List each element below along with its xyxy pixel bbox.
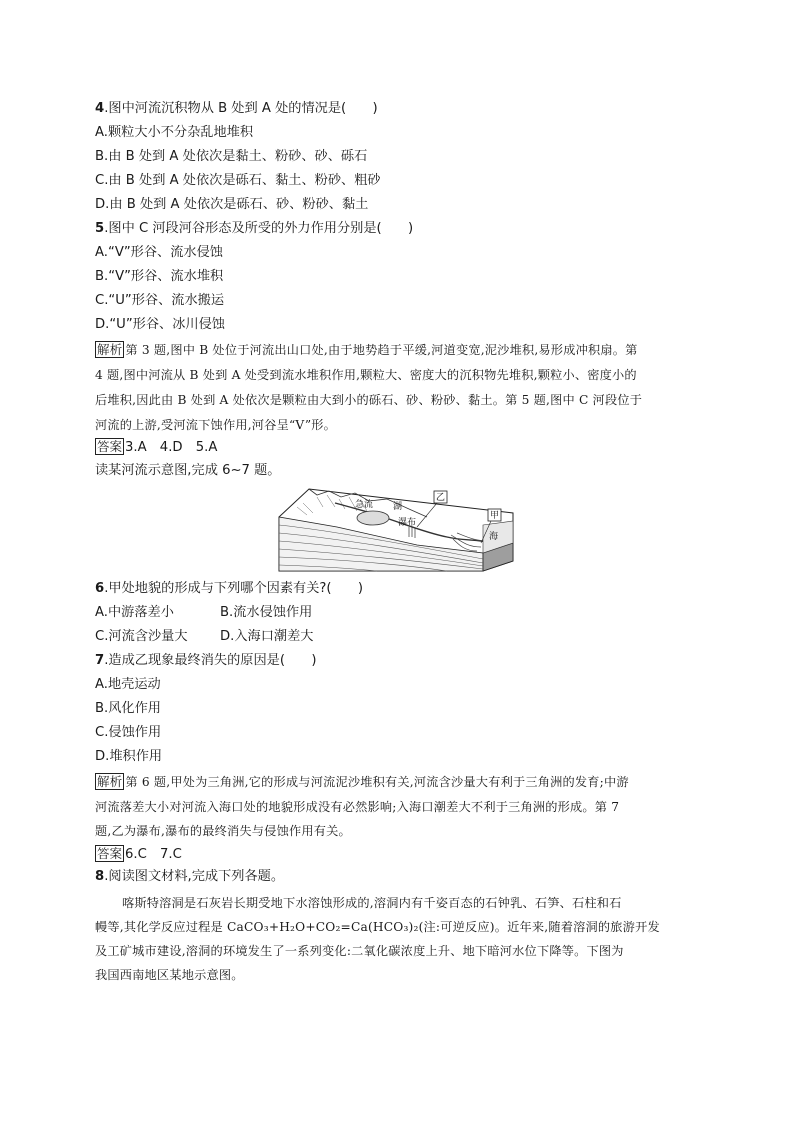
q8-stem-text: .阅读图文材料,完成下列各题。	[104, 869, 285, 884]
label-jia: 甲	[490, 511, 500, 521]
q7-stem-text: .造成乙现象最终消失的原因是( )	[104, 653, 317, 668]
analysis2-text-1: 第 6 题,甲处为三角洲,它的形成与河流泥沙堆积有关,河流含沙量大有利于三角洲的发育;中游	[125, 775, 629, 789]
q5-number: 5	[95, 221, 105, 236]
q7-option-c: C.侵蚀作用	[95, 725, 162, 740]
label-waterfall: 瀑布	[398, 518, 417, 528]
answer1-text: 3.A 4.D 5.A	[125, 440, 218, 455]
answer-tag: 答案	[97, 439, 123, 454]
q8-passage-line-4: 我国西南地区某地示意图。	[95, 968, 244, 982]
q4-stem-text: .图中河流沉积物从 B 处到 A 处的情况是( )	[104, 101, 378, 116]
analysis2-line-2: 河流落差大小对河流入海口处的地貌形成没有必然影响;入海口潮差大不利于三角洲的形成。第 7	[95, 800, 620, 814]
q6-option-d: D.入海口潮差大	[220, 629, 314, 644]
label-sea: 海	[489, 532, 499, 542]
q4-number: 4	[95, 101, 105, 116]
q4-option-c: C.由 B 处到 A 处依次是砾石、黏土、粉砂、粗砂	[95, 173, 381, 188]
analysis1-line-3: 后堆积,因此由 B 处到 A 处依次是颗粒由大到小的砾石、砂、粉砂、黏土。第 5 题,图中 C 河段位于	[95, 393, 643, 407]
q5-option-a: A.“V”形谷、流水侵蚀	[95, 245, 223, 260]
answer-tag: 答案	[97, 846, 123, 861]
label-lake: 湖	[393, 502, 403, 512]
intro-6-7: 读某河流示意图,完成 6~7 题。	[95, 463, 281, 478]
label-yi: 乙	[436, 493, 446, 503]
q4-stem	[95, 100, 378, 118]
answer2-text: 6.C 7.C	[125, 847, 182, 862]
q7-number: 7	[95, 653, 105, 668]
q8-stem	[95, 868, 284, 886]
analysis2-line-3: 题,乙为瀑布,瀑布的最终消失与侵蚀作用有关。	[95, 824, 351, 838]
q8-number: 8	[95, 869, 105, 884]
q8-passage-line-1: 喀斯特溶洞是石灰岩长期受地下水溶蚀形成的,溶洞内有千姿百态的石钟乳、石笋、石柱和石	[122, 896, 622, 910]
analysis1-line-2: 4 题,图中河流从 B 处到 A 处受到流水堆积作用,颗粒大、密度大的沉积物先堆积,颗粒小、密度小的	[95, 368, 637, 382]
q5-option-d: D.“U”形谷、冰川侵蚀	[95, 317, 225, 332]
q7-option-b: B.风化作用	[95, 701, 161, 716]
answer1	[95, 438, 217, 457]
q6-stem-text: .甲处地貌的形成与下列哪个因素有关?( )	[104, 581, 364, 596]
q7-option-a: A.地壳运动	[95, 677, 161, 692]
q6-option-c: C.河流含沙量大	[95, 629, 188, 644]
q4-option-b: B.由 B 处到 A 处依次是黏土、粉砂、砂、砾石	[95, 149, 368, 164]
answer2	[95, 845, 182, 864]
analysis-tag: 解析	[97, 342, 123, 357]
analysis-tag: 解析	[97, 774, 123, 789]
analysis1-line-1	[95, 341, 638, 359]
q4-option-d: D.由 B 处到 A 处依次是砾石、砂、粉砂、黏土	[95, 197, 369, 212]
q6-number: 6	[95, 581, 105, 596]
q5-stem	[95, 220, 413, 238]
analysis1-line-4: 河流的上游,受河流下蚀作用,河谷呈“V”形。	[95, 418, 337, 432]
q7-option-d: D.堆积作用	[95, 749, 163, 764]
q5-stem-text: .图中 C 河段河谷形态及所受的外力作用分别是( )	[104, 221, 414, 236]
analysis1-text-1: 第 3 题,图中 B 处位于河流出山口处,由于地势趋于平缓,河道变宽,泥沙堆积,易形成冲积扇。第	[125, 343, 638, 357]
q6-stem	[95, 580, 363, 598]
q6-option-b: B.流水侵蚀作用	[220, 605, 313, 620]
q5-option-b: B.“V”形谷、流水堆积	[95, 269, 224, 284]
label-rapids: 急流	[355, 500, 374, 510]
q7-stem	[95, 652, 316, 670]
lake-shape	[357, 511, 389, 525]
q8-passage-line-2: 幔等,其化学反应过程是 CaCO₃+H₂O+CO₂=Ca(HCO₃)₂(注:可逆反应)。近年来,随着溶洞的旅游开发	[95, 920, 660, 934]
analysis2-line-1	[95, 773, 629, 791]
river-diagram	[277, 487, 517, 573]
q5-option-c: C.“U”形谷、流水搬运	[95, 293, 225, 308]
q4-option-a: A.颗粒大小不分杂乱地堆积	[95, 125, 254, 140]
q6-option-a: A.中游落差小	[95, 605, 174, 620]
q8-passage-line-3: 及工矿城市建设,溶洞的环境发生了一系列变化:二氧化碳浓度上升、地下暗河水位下降等。下图为	[95, 944, 624, 958]
